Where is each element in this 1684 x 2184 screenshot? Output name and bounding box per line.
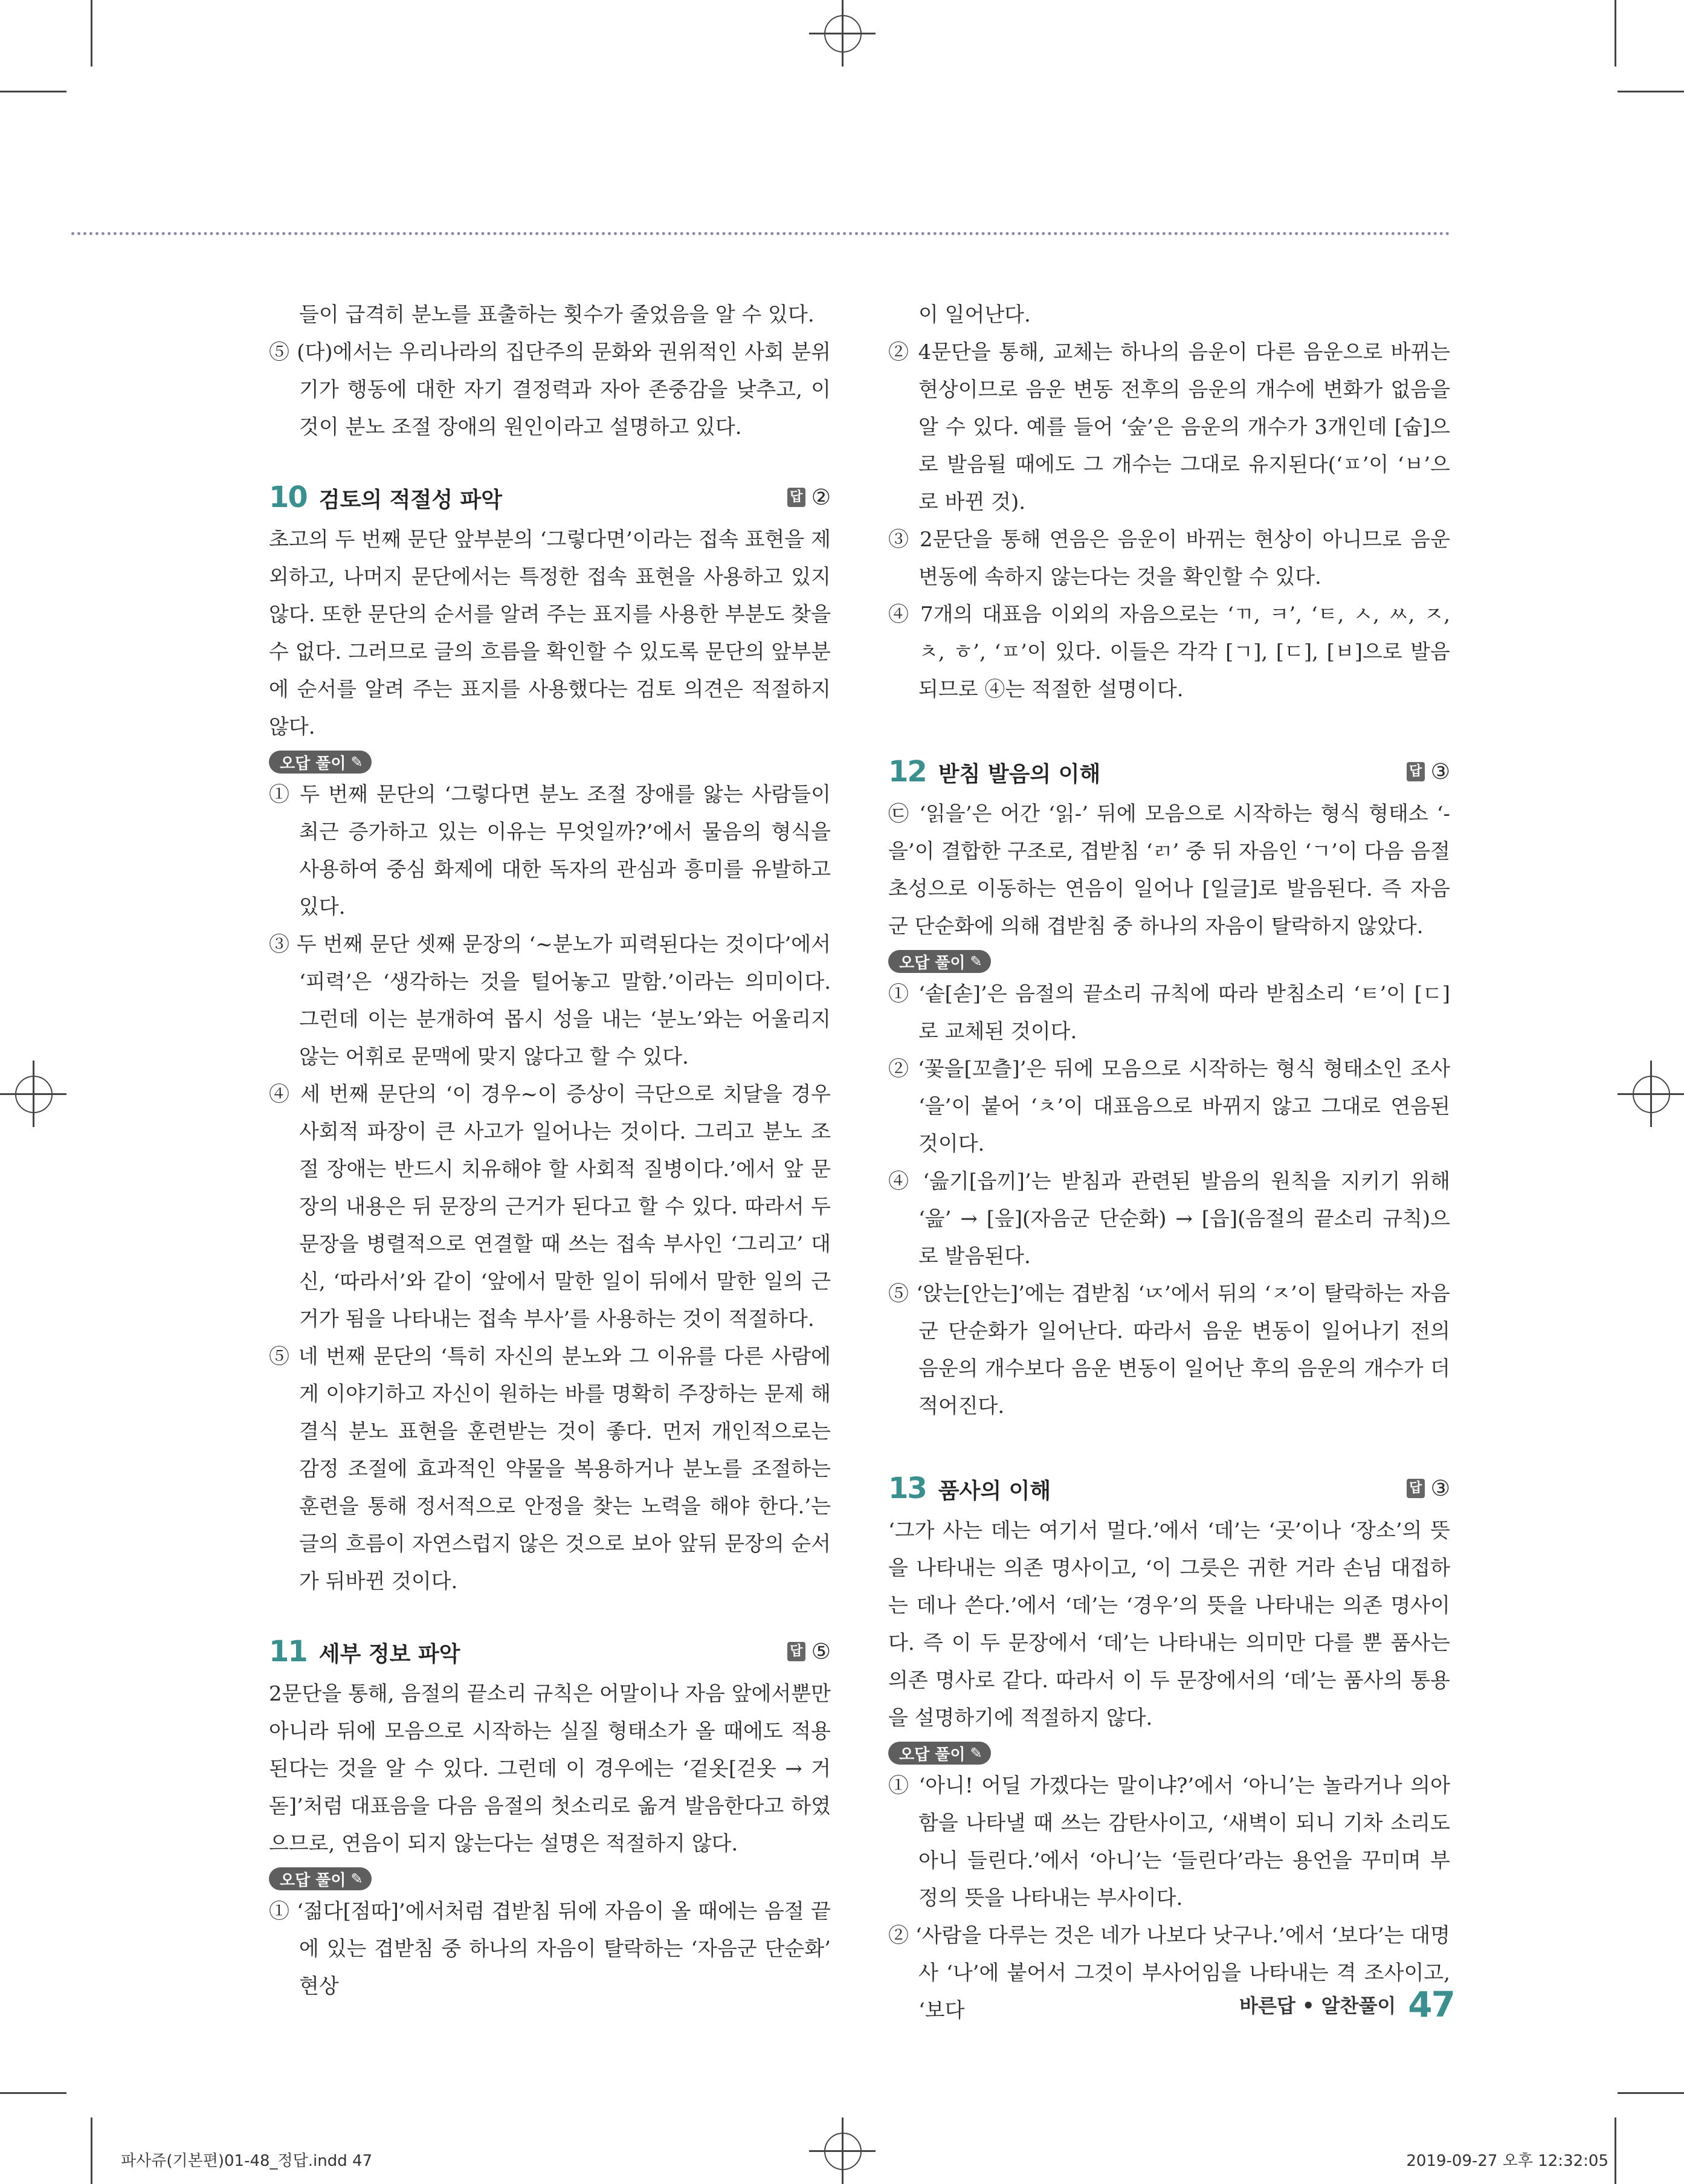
explanation-body: ‘그가 사는 데는 여기서 멀다.’에서 ‘데’는 ‘곳’이나 ‘장소’의 뜻을 나타내는 의존 명사이고, ‘이 그릇은 귀한 거라 손님 대접하는 데나 쓴다.’에서 ‘데’는 ‘경우’의 뜻을 나타내는 의존 명사이다. 즉 이 두 문장에서 ‘데’는 나타내는 의미만 다를 뿐 품사는 의존 명사로 같다. 따라서 이 두 문장에서의 ‘데’는 품사의 통용을 설명하기에 적절하지 않다. bbox=[888, 1519, 1450, 1730]
question-11-header bbox=[269, 1630, 831, 1673]
answer-value: ⑤ bbox=[811, 1639, 831, 1664]
answer-badge bbox=[787, 1640, 831, 1664]
crop-mark bbox=[0, 91, 66, 92]
question-title: 품사의 이해 bbox=[938, 1479, 1051, 1504]
answer-badge bbox=[1407, 760, 1450, 784]
tag-label: 오답 풀이 bbox=[899, 954, 966, 972]
crop-mark bbox=[0, 2092, 66, 2094]
continued-item: ⑤ (다)에서는 우리나라의 집단주의 문화와 권위적인 사회 분위기가 행동에 대한 자기 결정력과 자아 존중감을 낮추고, 이것이 분노 조절 장애의 원인이라고 설명하고 있다. bbox=[269, 340, 831, 439]
question-title: 받침 발음의 이해 bbox=[938, 762, 1101, 787]
question-title: 세부 정보 파악 bbox=[318, 1642, 460, 1667]
explanation-body: 2문단을 통해, 음절의 끝소리 규칙은 어말이나 자음 앞에서뿐만 아니라 뒤에 모음으로 시작하는 실질 형태소가 올 때에도 적용된다는 것을 알 수 있다. 그런데 이 경우에는 ‘겉옷[걷옷 → 거돋]’처럼 대표음을 다음 음절의 첫소리로 옮겨 발음한다고 하였으므로, 연음이 되지 않는다는 설명은 적절하지 않다. bbox=[269, 1682, 831, 1856]
answer-icon: 답 bbox=[1407, 762, 1425, 781]
wrong-answer-tag bbox=[269, 751, 372, 774]
tag-label: 오답 풀이 bbox=[280, 754, 346, 773]
question-number: 12 bbox=[888, 755, 926, 789]
list-item: ④ 세 번째 문단의 ‘이 경우~이 증상이 극단으로 치달을 경우 사회적 파장이 큰 사고가 일어나는 것이다. 그리고 분노 조절 장애는 반드시 치유해야 할 사회적 질병이다.’에서 앞 문장의 내용은 뒤 문장의 근거가 된다고 할 수 있다. 따라서 두 문장을 병렬적으로 연결할 때 쓰는 접속 부사인 ‘그리고’ 대신, ‘따라서’와 같이 ‘앞에서 말한 일이 뒤에서 말한 일의 근거가 됨을 나타내는 접속 부사’를 사용하는 것이 적절하다. bbox=[269, 1082, 831, 1331]
answer-icon: 답 bbox=[1407, 1479, 1425, 1498]
list-item: ① ‘솥[솓]’은 음절의 끝소리 규칙에 따라 받침소리 ‘ㅌ’이 [ㄷ]로 교체된 것이다. bbox=[888, 982, 1450, 1044]
registration-mark-bottom bbox=[809, 2118, 876, 2184]
page-number: 47 bbox=[1408, 1984, 1454, 2025]
pencil-icon: ✎ bbox=[350, 754, 363, 771]
continued-text: 이 일어난다. bbox=[918, 303, 1031, 327]
question-12-header bbox=[888, 751, 1450, 793]
explanation-body: 초고의 두 번째 문단 앞부분의 ‘그렇다면’이라는 접속 표현을 제외하고, 나머지 문단에서는 특정한 접속 표현을 사용하고 있지 않다. 또한 문단의 순서를 알려 주는 표지를 사용한 부분도 찾을 수 없다. 그러므로 글의 흐름을 확인할 수 있도록 문단의 앞부분에 순서를 알려 주는 표지를 사용했다는 검토 의견은 적절하지 않다. bbox=[269, 528, 831, 739]
list-item: ④ 7개의 대표음 이외의 자음으로는 ‘ㄲ, ㅋ’, ‘ㅌ, ㅅ, ㅆ, ㅈ, ㅊ, ㅎ’, ‘ㅍ’이 있다. 이들은 각각 [ㄱ], [ㄷ], [ㅂ]으로 발음되므로 ④는 적절한 설명이다. bbox=[888, 603, 1450, 702]
registration-mark-left bbox=[0, 1061, 66, 1127]
registration-mark-top bbox=[809, 0, 876, 66]
crop-mark bbox=[1615, 2118, 1616, 2184]
header-dotted-rule bbox=[71, 232, 1450, 235]
list-item: ① 두 번째 문단의 ‘그렇다면 분노 조절 장애를 앓는 사람들이 최근 증가하고 있는 이유는 무엇일까?’에서 물음의 형식을 사용하여 중심 화제에 대한 독자의 관심과 흥미를 유발하고 있다. bbox=[269, 783, 831, 919]
crop-mark bbox=[91, 2118, 92, 2184]
crop-mark bbox=[1618, 2092, 1684, 2094]
slug-filename: 파사쥬(기본편)01-48_정답.indd 47 bbox=[121, 2152, 373, 2170]
list-item: ⑤ ‘앉는[안는]’에는 겹받침 ‘ㄵ’에서 뒤의 ‘ㅈ’이 탈락하는 자음군 단순화가 일어난다. 따라서 음운 변동이 일어나기 전의 음운의 개수보다 음운 변동이 일어난 후의 음운의 개수가 더 적어진다. bbox=[888, 1282, 1450, 1418]
answer-value: ③ bbox=[1430, 759, 1450, 784]
tag-label: 오답 풀이 bbox=[280, 1871, 346, 1890]
question-13-header bbox=[888, 1467, 1450, 1510]
answer-badge bbox=[1407, 1476, 1450, 1501]
list-item: ③ 2문단을 통해 연음은 음운이 바뀌는 현상이 아니므로 음운 변동에 속하지 않는다는 것을 확인할 수 있다. bbox=[888, 528, 1450, 589]
pencil-icon: ✎ bbox=[970, 953, 982, 970]
pencil-icon: ✎ bbox=[970, 1745, 982, 1762]
list-item: ② ‘꽃을[꼬츨]’은 뒤에 모음으로 시작하는 형식 형태소인 조사 ‘을’이 붙어 ‘ㅊ’이 대표음으로 바뀌지 않고 그대로 연음된 것이다. bbox=[888, 1057, 1450, 1156]
answer-icon: 답 bbox=[787, 1642, 805, 1661]
registration-mark-right bbox=[1618, 1061, 1684, 1127]
answer-value: ③ bbox=[1430, 1476, 1450, 1501]
pencil-icon: ✎ bbox=[350, 1870, 363, 1887]
question-number: 11 bbox=[269, 1635, 307, 1669]
explanation-body: ㉢ ‘읽을’은 어간 ‘읽-’ 뒤에 모음으로 시작하는 형식 형태소 ‘-을’이 결합한 구조로, 겹받침 ‘ㄺ’ 중 뒤 자음인 ‘ㄱ’이 다음 음절 초성으로 이동하는 연음이 일어나 [일글]로 발음된다. 즉 자음군 단순화에 의해 겹받침 중 하나의 자음이 탈락하지 않았다. bbox=[888, 802, 1450, 939]
question-10-header bbox=[269, 476, 831, 519]
wrong-answer-tag bbox=[888, 1742, 991, 1765]
crop-mark bbox=[91, 0, 92, 66]
list-item: ① ‘젊다[점따]’에서처럼 겹받침 뒤에 자음이 올 때에는 음절 끝에 있는 겹받침 중 하나의 자음이 탈락하는 ‘자음군 단순화’ 현상 bbox=[269, 1899, 831, 1998]
question-number: 10 bbox=[269, 480, 307, 514]
continued-text: 들이 급격히 분노를 표출하는 횟수가 줄었음을 알 수 있다. bbox=[299, 303, 815, 327]
slug-timestamp: 2019-09-27 오후 12:32:05 bbox=[1406, 2152, 1608, 2170]
wrong-answer-tag bbox=[269, 1867, 372, 1890]
answer-icon: 답 bbox=[787, 488, 805, 507]
question-number: 13 bbox=[888, 1472, 926, 1505]
left-column bbox=[269, 296, 831, 2005]
list-item: ③ 두 번째 문단 셋째 문장의 ‘~분노가 피력된다는 것이다’에서 ‘피력’은 ‘생각하는 것을 털어놓고 말함.’이라는 의미이다. 그런데 이는 분개하여 몹시 성을 내는 ‘분노’와는 어울리지 않는 어휘로 문맥에 맞지 않다고 할 수 있다. bbox=[269, 932, 831, 1069]
tag-label: 오답 풀이 bbox=[899, 1745, 966, 1764]
list-item: ② ‘사람을 다루는 것은 네가 나보다 낫구나.’에서 ‘보다’는 대명사 ‘나’에 붙어서 그것이 부사어임을 나타내는 격 조사이고, ‘보다 bbox=[888, 1924, 1450, 2023]
answer-badge bbox=[787, 485, 831, 510]
right-column bbox=[888, 296, 1450, 2029]
crop-mark bbox=[1615, 0, 1616, 66]
answer-value: ② bbox=[811, 485, 831, 510]
footer-label: 바른답 • 알찬풀이 bbox=[1239, 1994, 1396, 2017]
list-item: ⑤ 네 번째 문단의 ‘특히 자신의 분노와 그 이유를 다른 사람에게 이야기하고 자신이 원하는 바를 명확히 주장하는 문제 해결식 분노 표현을 훈련받는 것이 좋다. 먼저 개인적으로는 감정 조절에 효과적인 약물을 복용하거나 분노를 조절하는 훈련을 통해 정서적으로 안정을 찾는 노력을 해야 한다.’는 글의 흐름이 자연스럽지 않은 것으로 보아 앞뒤 문장의 순서가 뒤바뀐 것이다. bbox=[269, 1345, 831, 1594]
question-title: 검토의 적절성 파악 bbox=[318, 488, 503, 512]
list-item: ① ‘아니! 어딜 가겠다는 말이냐?’에서 ‘아니’는 놀라거나 의아함을 나타낼 때 쓰는 감탄사이고, ‘새벽이 되니 기차 소리도 아니 들린다.’에서 ‘아니’는 ‘들린다’라는 용언을 꾸미며 부정의 뜻을 나타내는 부사이다. bbox=[888, 1774, 1450, 1910]
crop-mark bbox=[1618, 91, 1684, 92]
page-footer bbox=[1239, 1984, 1454, 2025]
list-item: ② 4문단을 통해, 교체는 하나의 음운이 다른 음운으로 바뀌는 현상이므로 음운 변동 전후의 음운의 개수에 변화가 없음을 알 수 있다. 예를 들어 ‘숲’은 음운의 개수가 3개인데 [숩]으로 발음될 때에도 그 개수는 그대로 유지된다(‘ㅍ’이 ‘ㅂ’으로 바뀐 것). bbox=[888, 340, 1450, 514]
list-item: ④ ‘읊기[읍끼]’는 받침과 관련된 발음의 원칙을 지키기 위해 ‘읊’ → [읖](자음군 단순화) → [읍](음절의 끝소리 규칙)으로 발음된다. bbox=[888, 1169, 1450, 1268]
wrong-answer-tag bbox=[888, 950, 991, 973]
